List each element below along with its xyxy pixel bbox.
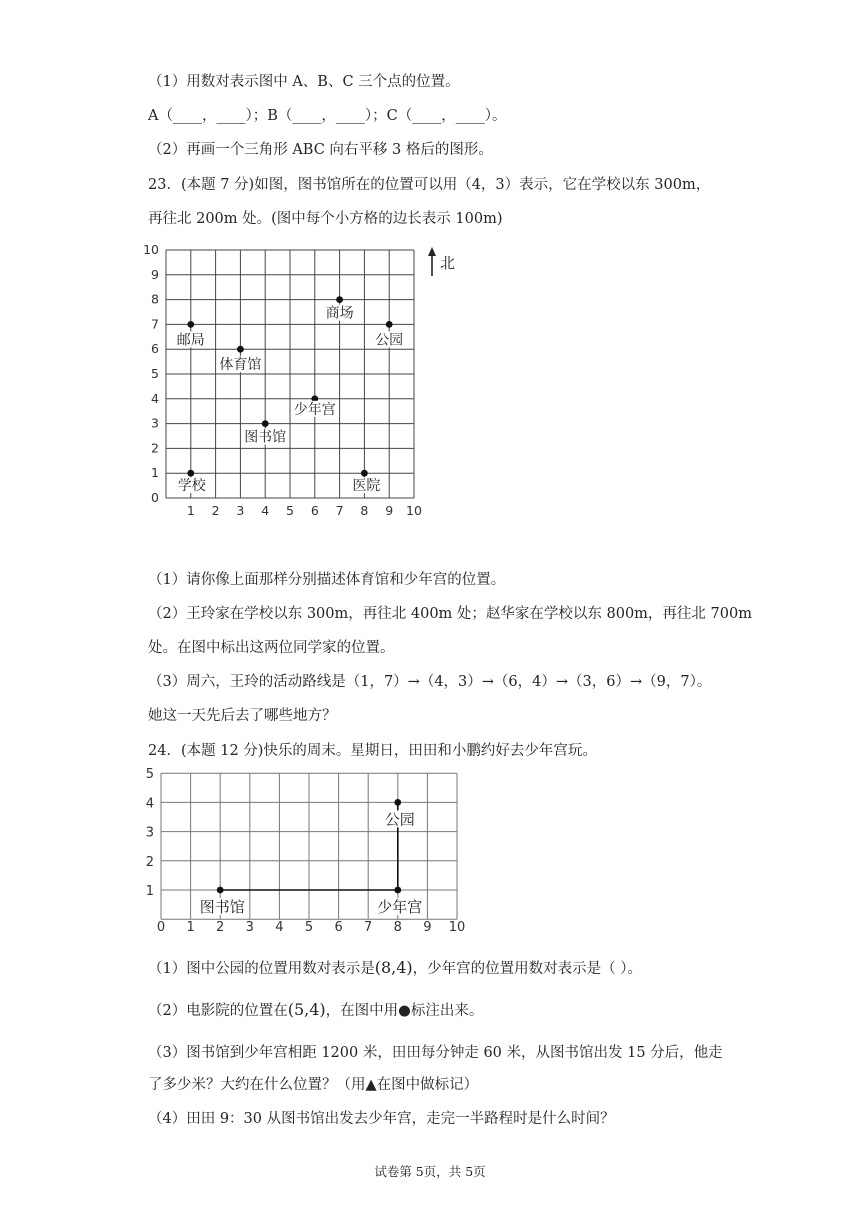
y-tick-label: 5 xyxy=(151,366,159,381)
place-label: 少年宫 xyxy=(293,401,336,418)
place-label: 体育馆 xyxy=(219,357,262,374)
x-tick-label: 3 xyxy=(236,503,245,518)
q24-sub1-pair: (8,4) xyxy=(374,958,413,977)
q24-sub2-pair: (5,4) xyxy=(287,1000,326,1019)
place-label: 医院 xyxy=(352,478,381,495)
place-point xyxy=(394,799,401,806)
y-tick-label: 10 xyxy=(143,242,159,257)
q-a1-answer-line: A（____，____）；B（____，____）；C（____，____）。 xyxy=(148,108,507,124)
q23-sub1: （1）请你像上面那样分别描述体育馆和少年宫的位置。 xyxy=(148,572,506,588)
q23-sub2-line1: （2）王玲家在学校以东 300m，再往北 400m 处；赵华家在学校以东 800m，再往北 700m xyxy=(148,606,752,622)
place-point xyxy=(386,321,393,328)
y-tick-label: 5 xyxy=(145,767,154,783)
place-label: 图书馆 xyxy=(244,429,287,446)
q-a1-text: （1）用数对表示图中 A、B、C 三个点的位置。 xyxy=(148,74,460,90)
place-label: 商场 xyxy=(325,305,354,322)
x-tick-label: 0 xyxy=(156,920,166,936)
x-tick-label: 1 xyxy=(186,503,195,518)
place-point xyxy=(262,420,269,427)
x-tick-label: 2 xyxy=(211,503,220,518)
y-tick-label: 0 xyxy=(151,490,159,505)
q24-sub4: （4）田田 9：30 从图书馆出发去少年宫，走完一半路程时是什么时间？ xyxy=(148,1111,615,1127)
y-tick-label: 1 xyxy=(145,884,154,899)
x-tick-label: 10 xyxy=(448,920,466,936)
q23-sub3-line2: 她这一天先后去了哪些地方？ xyxy=(148,708,337,724)
x-tick-label: 9 xyxy=(423,920,432,936)
y-tick-label: 7 xyxy=(151,316,159,332)
x-tick-label: 7 xyxy=(335,503,344,518)
y-tick-label: 8 xyxy=(151,291,159,307)
q24-sub1 xyxy=(148,958,642,979)
q23-header-line1: 23．(本题 7 分)如图，图书馆所在的位置可以用（4，3）表示，它在学校以东 300m， xyxy=(148,177,711,193)
y-tick-label: 2 xyxy=(151,440,159,456)
q23-coordinate-grid xyxy=(140,238,460,528)
x-tick-label: 10 xyxy=(406,503,422,518)
q24-sub2-pre: （2）电影院的位置在 xyxy=(148,1003,288,1019)
q23-header-line2: 再往北 200m 处。(图中每个小方格的边长表示 100m) xyxy=(148,211,503,227)
x-tick-label: 4 xyxy=(261,503,270,518)
q24-sub1-post: ，少年宫的位置用数对表示是（ ）。 xyxy=(412,961,643,977)
q24-sub2-post: ，在图中用●标注出来。 xyxy=(325,1003,484,1019)
q24-header: 24．(本题 12 分)快乐的周末。星期日，田田和小鹏约好去少年宫玩。 xyxy=(148,743,597,759)
north-label: 北 xyxy=(440,254,456,272)
q24-sub2 xyxy=(148,1000,483,1021)
x-tick-label: 1 xyxy=(186,920,195,936)
place-point xyxy=(187,470,194,477)
q24-sub3-line2: 了多少米？大约在什么位置？（用▲在图中做标记） xyxy=(148,1077,479,1093)
place-label: 少年宫 xyxy=(377,898,423,916)
place-point xyxy=(237,346,244,353)
place-label: 图书馆 xyxy=(199,898,245,916)
x-tick-label: 3 xyxy=(245,920,254,936)
place-point xyxy=(394,887,401,894)
y-tick-label: 6 xyxy=(151,341,159,357)
x-tick-label: 5 xyxy=(286,503,294,518)
place-point xyxy=(361,470,368,477)
x-tick-label: 8 xyxy=(393,920,402,936)
place-label: 公园 xyxy=(384,810,415,829)
place-point xyxy=(187,321,194,328)
q-a2-text: （2）再画一个三角形 ABC 向右平移 3 格后的图形。 xyxy=(148,142,493,158)
q23-sub3-line1: （3）周六，王玲的活动路线是（1，7）→（4，3）→（6，4）→（3，6）→（9，7）。 xyxy=(148,674,712,690)
x-tick-label: 8 xyxy=(360,503,369,518)
q24-sub1-pre: （1）图中公园的位置用数对表示是 xyxy=(148,961,375,977)
x-tick-label: 4 xyxy=(275,920,284,936)
place-point xyxy=(336,296,343,303)
x-tick-label: 9 xyxy=(385,503,394,518)
place-label: 邮局 xyxy=(176,332,205,349)
q24-coordinate-grid xyxy=(140,736,470,946)
place-label: 学校 xyxy=(177,478,206,495)
y-tick-label: 1 xyxy=(151,465,159,481)
x-tick-label: 7 xyxy=(364,920,373,936)
x-tick-label: 5 xyxy=(304,920,314,936)
x-tick-label: 6 xyxy=(334,920,343,936)
y-tick-label: 9 xyxy=(151,266,159,282)
y-tick-label: 4 xyxy=(151,390,159,406)
place-point xyxy=(217,887,224,894)
y-tick-label: 3 xyxy=(151,415,159,431)
north-arrow-head xyxy=(428,247,436,256)
q24-sub3-line1: （3）图书馆到少年宫相距 1200 米，田田每分钟走 60 米，从图书馆出发 15 分后，他走 xyxy=(148,1045,723,1061)
x-tick-label: 2 xyxy=(216,920,225,936)
place-label: 公园 xyxy=(375,332,404,349)
y-tick-label: 4 xyxy=(145,796,154,812)
y-tick-label: 3 xyxy=(145,825,154,841)
x-tick-label: 6 xyxy=(310,503,319,518)
y-tick-label: 2 xyxy=(145,854,154,870)
page-footer: 试卷第 5页，共 5页 xyxy=(374,1164,486,1179)
q23-sub2-line2: 处。在图中标出这两位同学家的位置。 xyxy=(148,640,395,656)
